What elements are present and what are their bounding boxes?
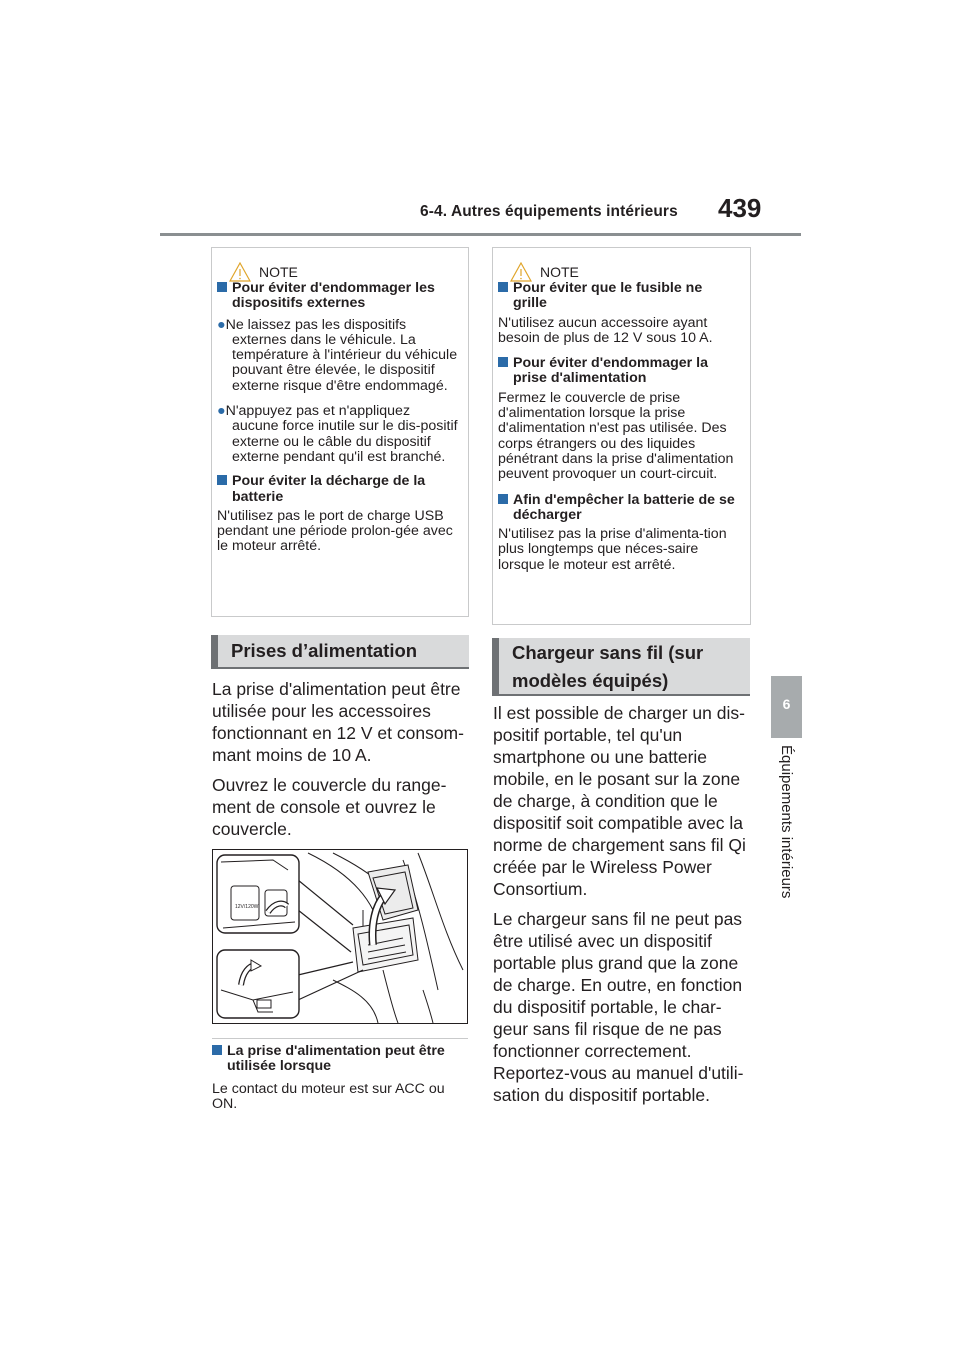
sub-heading: La prise d'alimentation peut être utilisée lorsque <box>212 1044 470 1075</box>
chapter-label <box>768 745 804 955</box>
note-box-left <box>211 247 469 617</box>
note-heading: Pour éviter d'endommager la prise d'alimentation <box>498 356 740 387</box>
square-bullet-icon <box>498 282 508 292</box>
note-bullet: ●N'appuyez pas et n'appliquez aucune force inutile sur le dis-positif externe ou le câble du dispositif externe pendant qu'il est branché. <box>217 403 458 465</box>
note-bullet: ●Ne laissez pas les dispositifs externes dans le véhicule. La température à l'intérieur du véhicule pouvant être élevée, le dispositif externe risque d'être endommagé. <box>217 316 458 394</box>
section-rule <box>211 667 469 669</box>
paragraph: Il est possible de charger un dis-positif portable, tel qu'un smartphone ou une batterie mobile, en le posant sur la zone de charge, à condition que le dispositif soit compatible avec la norme de chargement sans fil Qi créée par le Wireless Power Consortium. <box>493 703 746 899</box>
figure-rule <box>212 1038 468 1039</box>
square-bullet-icon <box>217 282 227 292</box>
section-title: Prises d’alimentation <box>231 640 418 661</box>
bullet-icon: ● <box>217 316 226 333</box>
body-text-left <box>212 678 470 840</box>
page-number: 439 <box>718 193 762 223</box>
note-paragraph: N'utilisez aucun accessoire ayant besoin de plus de 12 V sous 10 A. <box>498 314 713 346</box>
note-paragraph: N'utilisez pas la prise d'alimenta-tion plus longtemps que néces-saire lorsque le moteur est arrêté. <box>498 526 727 573</box>
section-title-bar <box>211 635 469 667</box>
note-label: NOTE <box>540 264 579 280</box>
note-heading: Pour éviter d'endommager les dispositifs externes <box>217 281 458 312</box>
section-title-bar <box>492 638 750 694</box>
note-header <box>212 258 468 280</box>
note-heading: Pour éviter que le fusible ne grille <box>498 281 740 312</box>
note-content <box>217 281 458 555</box>
chapter-label-text: Équipements intérieurs <box>778 745 795 899</box>
square-bullet-icon <box>212 1045 222 1055</box>
bullet-icon: ● <box>217 403 226 420</box>
note-content <box>498 281 740 573</box>
chapter-number: 6 <box>782 696 791 712</box>
note-paragraph: Fermez le couvercle de prise d'alimentation lorsque la prise d'alimentation n'est pas utilisée. Des corps étrangers ou des liquides pénétrant dans la prise d'alimentation peuvent provoquer un court-circuit. <box>498 389 734 483</box>
note-heading: Pour éviter la décharge de la batterie <box>217 474 458 505</box>
note-box-right <box>492 247 751 625</box>
section-title: Chargeur sans fil (sur modèles équipés) <box>512 642 704 691</box>
section-rule <box>492 694 750 696</box>
header-rule <box>160 233 801 236</box>
note-heading: Afin d'empêcher la batterie de se décharger <box>498 493 740 524</box>
paragraph: La prise d'alimentation peut être utilisée pour les accessoires fonctionnant en 12 V et consom-mant moins de 10 A. <box>212 679 464 765</box>
note-label: NOTE <box>259 264 298 280</box>
square-bullet-icon <box>498 494 508 504</box>
square-bullet-icon <box>498 357 508 367</box>
section-header: 6-4. Autres équipements intérieurs <box>420 203 678 220</box>
warning-icon <box>229 262 251 282</box>
paragraph: Le chargeur sans fil ne peut pas être utilisé avec un dispositif portable plus grand que la zone de charge. En outre, en fonction du dispositif portable, le char-geur sans fil risque de ne pas fonctionner correctement. Reportez-vous au manuel d'utili-sation du dispositif portable. <box>493 909 744 1105</box>
square-bullet-icon <box>217 475 227 485</box>
socket-label: 12V/120W <box>235 904 259 910</box>
sub-note-left <box>212 1044 470 1112</box>
paragraph: Ouvrez le couvercle du range-ment de console et ouvrez le couvercle. <box>212 775 447 839</box>
sub-paragraph: Le contact du moteur est sur ACC ou ON. <box>212 1080 445 1112</box>
console-drawing <box>213 850 467 1023</box>
console-illustration <box>212 849 468 1024</box>
note-header <box>493 258 750 280</box>
body-text-right <box>493 702 751 1106</box>
note-paragraph: N'utilisez pas le port de charge USB pendant une période prolon-gée avec le moteur arrêté. <box>217 507 453 555</box>
warning-icon <box>510 262 532 282</box>
